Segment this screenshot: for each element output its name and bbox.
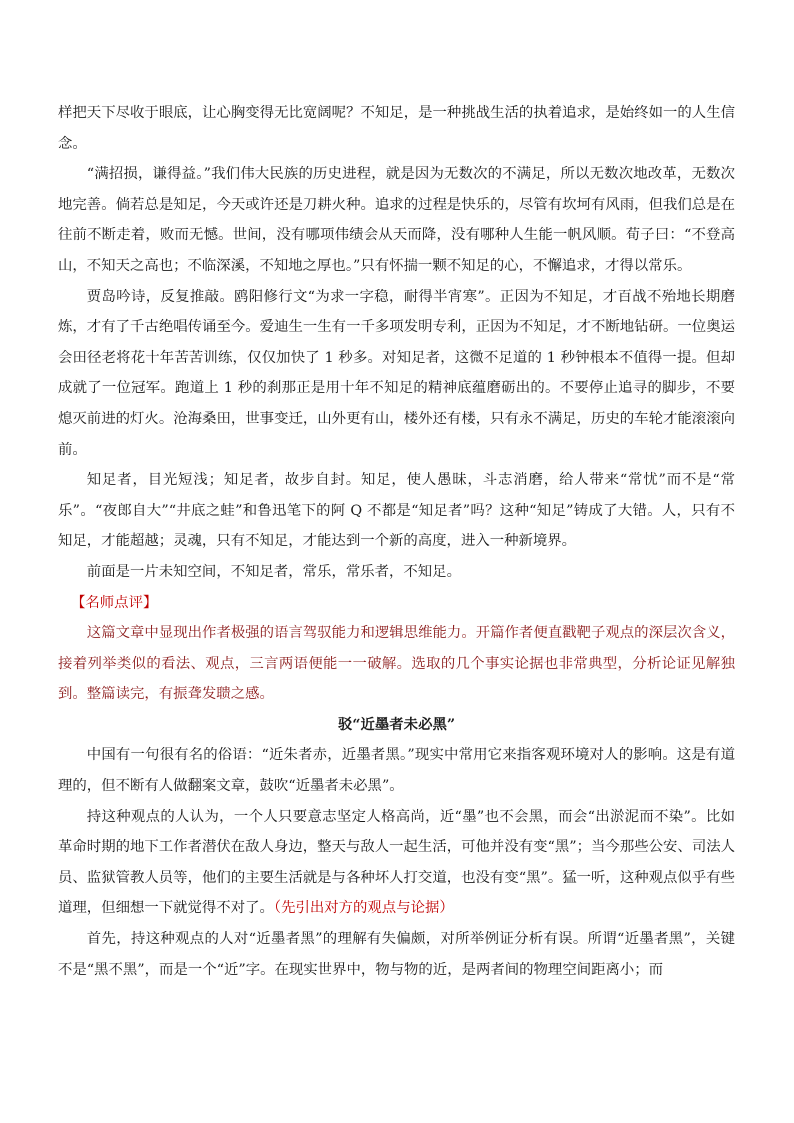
annotation-note: （先引出对方的观点与论据） <box>273 900 454 917</box>
review-text: 这篇文章中显现出作者极强的语言驾驭能力和逻辑思维能力。开篇作者便直戳靶子观点的深层次含义，接着列举类似的看法、观点，三言两语便能一一破解。选取的几个事实论据也非常典型，分析论证见解独到。整篇读完，有振聋发聩之感。 <box>58 625 735 703</box>
paragraph-continued: 样把天下尽收于眼底，让心胸变得无比宽阔呢？不知足，是一种挑战生活的执着追求，是始终如一的人生信念。 <box>58 105 735 152</box>
paragraph: “满招损，谦得益。”我们伟大民族的历史进程，就是因为无数次的不满足，所以无数次地改革，无数次地完善。倘若总是知足，今天或许还是刀耕火种。追求的过程是快乐的，尽管有坎坷有风雨，但我们总是在往前不断走着，败而无憾。世间，没有哪项伟绩会从天而降，没有哪种人生能一帆风顺。荀子曰：“不登高山，不知天之高也；不临深溪，不知地之厚也。”只有怀揣一颗不知足的心，不懈追求，才得以常乐。 <box>58 166 735 274</box>
document-page <box>58 98 735 985</box>
review-label: 【名师点评】 <box>71 594 158 611</box>
paragraph-text: 持这种观点的人认为，一个人只要意志坚定人格高尚，近“墨”也不会黑，而会“出淤泥而不染”。比如革命时期的地下工作者潜伏在敌人身边，整天与敌人一起生活，可他并没有变“黑”；当今那些公安、司法人员、监狱管教人员等，他们的主要生活就是与各种坏人打交道，也没有变“黑”。猛一听，这种观点似乎有些道理，但细想一下就觉得不对了。 <box>58 808 735 917</box>
paragraph: 中国有一句很有名的俗语：“近朱者赤，近墨者黑。”现实中常用它来指客观环境对人的影响。这是有道理的，但不断有人做翻案文章，鼓吹“近墨者未必黑”。 <box>58 747 735 795</box>
paragraph: 贾岛吟诗，反复推敲。鸥阳修行文“为求一字稳，耐得半宵寒”。正因为不知足，才百战不殆地长期磨炼，才有了千古绝唱传诵至今。爱迪生一生有一千多项发明专利，正因为不知足，才不断地钻研。一位奥运会田径老将花十年苦苦训练，仅仅加快了 1 秒多。对知足者，这微不足道的 1 秒钟根本不值得一提。但却成就了一位冠军。跑道上 1 秒的刹那正是用十年不知足的精神底蕴磨砺出的。不要停止追寻的脚步，不要熄灭前进的灯火。沧海桑田，世事变迁，山外更有山，楼外还有楼，只有永不满足，历史的车轮才能滚滚向前。 <box>58 288 735 458</box>
essay-title: 驳“近墨者未必黑” <box>337 715 456 733</box>
paragraph: 首先，持这种观点的人对“近墨者黑”的理解有失偏颇，对所举例证分析有误。所谓“近墨者黑”，关键不是“黑不黑”，而是一个“近”字。在现实世界中，物与物的近，是两者间的物理空间距离小；而 <box>58 931 735 978</box>
paragraph: 知足者，目光短浅；知足者，故步自封。知足，使人愚昧，斗志消磨，给人带来“常忧”而不是“常乐”。“夜郎自大”“井底之蛙”和鲁迅笔下的阿 Q 不都是“知足者”吗？这种“知足”铸成了大错。人，只有不知足，才能超越；灵魂，只有不知足，才能达到一个新的高度，进入一种新境界。 <box>58 472 735 550</box>
paragraph: 前面是一片未知空间，不知足者，常乐，常乐者，不知足。 <box>86 563 461 580</box>
paragraph-with-note <box>58 802 735 924</box>
